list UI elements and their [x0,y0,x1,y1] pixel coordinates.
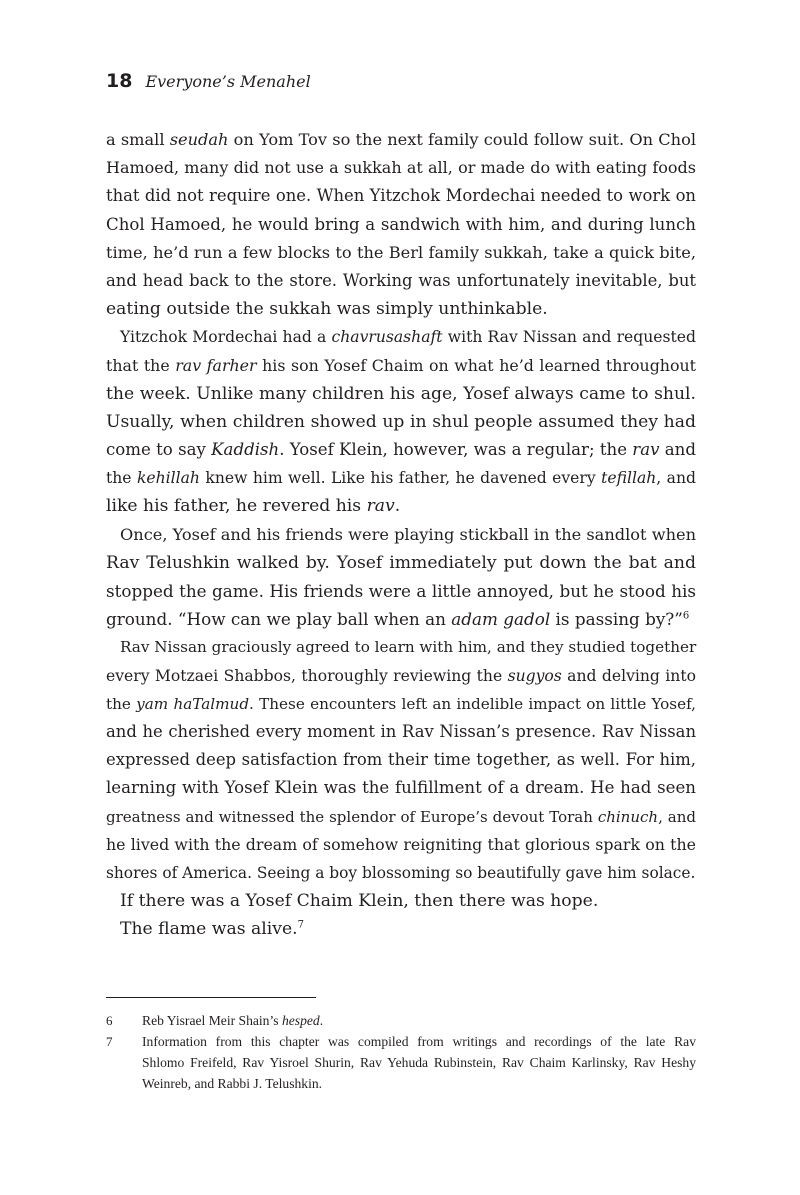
paragraph-4-line-1: Rav Nissan graciously agreed to learn with him, and they studied together [120,638,697,657]
paragraph-6: The flame was alive.$^7$ [120,919,305,940]
paragraph-5: If there was a Yosef Chaim Klein, then there was hope. [120,891,599,912]
paragraph-2-line-3: the week. Unlike many children his age, Yosef always came to shul. [106,383,696,404]
footnote-ref-6[interactable]: 6 [682,610,690,622]
paragraph-3-line-4: ground. “How can we play ball when an adam gadol is passing by?”$^6$ [106,609,690,630]
page-number: 18 [106,70,133,92]
paragraph-3-line-1: Once, Yosef and his friends were playing stickball in the sandlot when [120,524,696,544]
paragraph-3-line-2: Rav Telushkin walked by. Yosef immediately put down the bat and [106,552,696,573]
paragraph-2-line-6: the kehillah knew him well. Like his father, he davened every tefillah, and [106,469,696,488]
footnote-divider [106,997,316,998]
paragraph-4-line-2: every Motzaei Shabbos, thoroughly reviewing the sugyos and delving into [106,666,696,685]
running-head [106,70,311,100]
paragraph-1-line-1: a small seudah on Yom Tov so the next family could follow suit. On Chol [106,130,697,149]
paragraph-1-line-4: Chol Hamoed, he would bring a sandwich with him, and during lunch [106,214,696,234]
footnote-text-line-1: Information from this chapter was compiled from writings and recordings of the late Rav [142,1034,696,1049]
paragraph-1-line-6: and head back to the store. Working was unfortunately inevitable, but [106,270,696,290]
paragraph-1-line-5: time, he’d run a few blocks to the Berl family sukkah, take a quick bite, [106,242,696,262]
paragraph-4-line-5: expressed deep satisfaction from their time together, as well. For him, [106,750,696,770]
footnote-text-line-3: Weinreb, and Rabbi J. Telushkin. [142,1076,323,1091]
paragraph-4-line-9: shores of America. Seeing a boy blossoming so beautifully gave him solace. [106,863,696,882]
footnote-number: 7 [106,1034,113,1049]
footnote-7 [106,1031,696,1094]
paragraph-4-line-3: the yam haTalmud. These encounters left an indelible impact on little Yosef, [106,694,696,713]
paragraph-4-line-7: greatness and witnessed the splendor of Europe’s devout Torah chinuch, and [106,807,696,826]
footnote-number: 6 [106,1013,113,1028]
paragraph-1-line-7: eating outside the sukkah was simply unthinkable. [106,299,548,320]
paragraph-2-line-5: come to say Kaddish. Yosef Klein, however, was a regular; the rav and [106,440,696,460]
paragraph-2-line-4: Usually, when children showed up in shul people assumed they had [106,411,696,432]
footnote-6 [106,1010,696,1031]
footnote-text: Reb Yisrael Meir Shain’s hesped. [142,1013,324,1028]
paragraph-4-line-6: learning with Yosef Klein was the fulfillment of a dream. He had seen [106,778,696,798]
footnote-text-line-2: Shlomo Freifeld, Rav Yisroel Shurin, Rav Yehuda Rubinstein, Rav Chaim Karlinsky, Rav Heshy [142,1055,696,1070]
paragraph-1-line-3: that did not require one. When Yitzchok Mordechai needed to work on [106,186,696,206]
book-title: Everyone’s Menahel [145,72,311,91]
paragraph-4-line-8: he lived with the dream of somehow reigniting that glorious spark on the [106,834,696,854]
paragraph-2-line-1: Yitzchok Mordechai had a chavrusashaft with Rav Nissan and requested [120,328,696,347]
footnotes [106,1010,696,1094]
footnote-ref-7[interactable]: 7 [297,919,305,931]
paragraph-3-line-3: stopped the game. His friends were a little annoyed, but he stood his [106,581,696,601]
paragraph-1-line-2: Hamoed, many did not use a sukkah at all, or made do with eating foods [106,158,696,178]
paragraph-2-line-2: that the rav farher his son Yosef Chaim on what he’d learned throughout [106,355,697,375]
paragraph-2-line-7: like his father, he revered his rav. [106,496,401,517]
body-text [106,126,696,943]
paragraph-4-line-4: and he cherished every moment in Rav Nissan’s presence. Rav Nissan [106,721,696,741]
